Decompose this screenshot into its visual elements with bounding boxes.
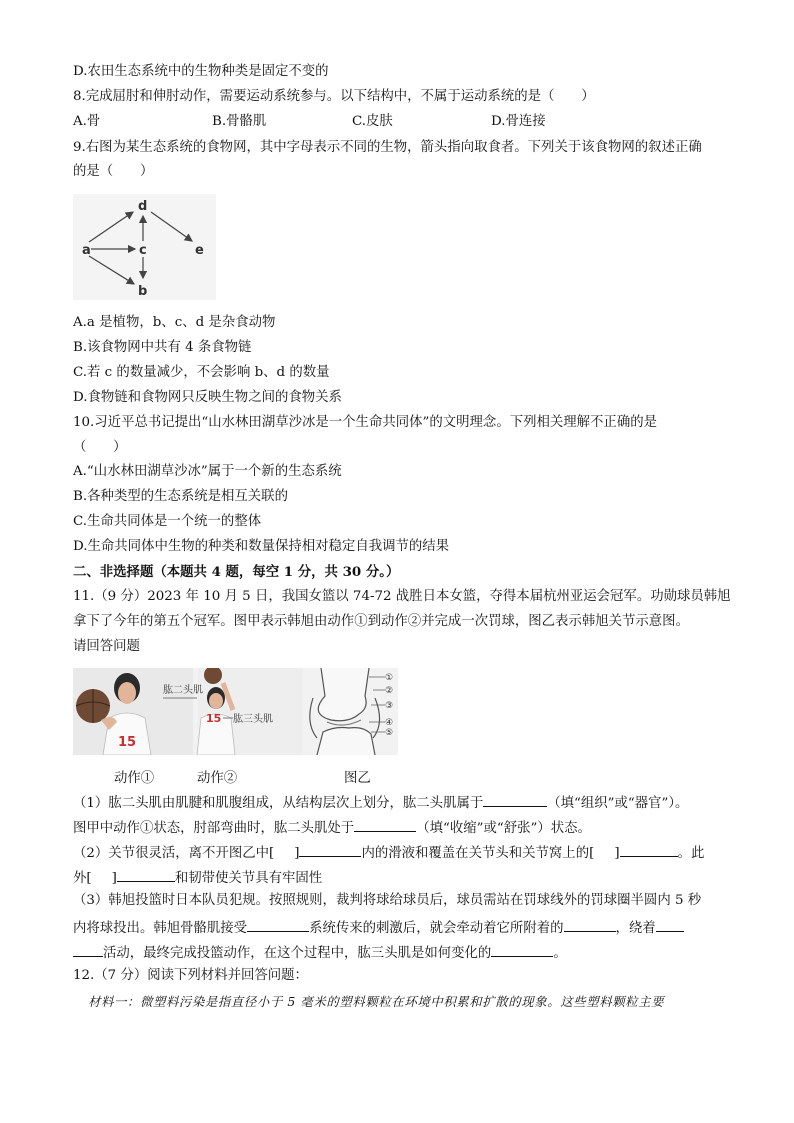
q11-part2-line1: （2）关节很灵活，离不开图乙中[ ] 内的滑液和覆盖在关节头和关节窝上的[ ] 。此 bbox=[73, 842, 704, 863]
player1-face bbox=[118, 682, 136, 704]
answer-blank-7[interactable] bbox=[564, 917, 616, 932]
arrow-d-to-e bbox=[151, 212, 192, 241]
q9-option-d: D.食物链和食物网只反映生物之间的食物关系 bbox=[73, 390, 342, 405]
joint-label-5: ⑤ bbox=[385, 728, 394, 738]
answer-blank-8a[interactable] bbox=[656, 917, 684, 932]
joint-label-4: ④ bbox=[385, 718, 394, 728]
caption-action-1: 动作① bbox=[114, 771, 155, 786]
joint-label-3: ③ bbox=[385, 701, 394, 711]
joint-label-2: ② bbox=[385, 686, 394, 696]
q9-option-c: C.若 c 的数量减少，不会影响 b、d 的数量 bbox=[73, 365, 330, 380]
food-web-svg bbox=[73, 194, 216, 300]
answer-blank-5[interactable] bbox=[117, 867, 175, 882]
q9-option-b: B.该食物网中共有 4 条食物链 bbox=[73, 340, 252, 355]
q11-part3-line2: 内将球投出。韩旭骨骼肌接受 系统传来的刺激后，就会牵动着它所附着的 ，绕着 bbox=[73, 917, 684, 938]
q11-part3-line1: （3）韩旭投篮时日本队员犯规。按照规则，裁判将球给球员后，球员需站在罚球线外的罚球圈半圆内 5 秒 bbox=[73, 893, 702, 908]
q9-option-a: A.a 是植物，b、c、d 是杂食动物 bbox=[73, 315, 276, 330]
q12-material-1: 材料一：微塑料污染是指直径小于 5 毫米的塑料颗粒在环境中积累和扩散的现象。这些塑料颗粒主要 bbox=[88, 994, 665, 1009]
caption-figure-b: 图乙 bbox=[344, 771, 371, 786]
q11-part1-line2: 图甲中动作①状态，肘部弯曲时，肱二头肌处于 （填“收缩”或“舒张”）状态。 bbox=[73, 817, 591, 838]
joint-label-1: ① bbox=[385, 673, 394, 683]
q11-part2-line2: 外[ ] 和韧带使关节具有牢固性 bbox=[73, 867, 322, 888]
q10-stem-line1: 10.习近平总书记提出“山水林田湖草沙冰是一个生命共同体”的文明理念。下列相关理解不正确的是 bbox=[73, 415, 657, 430]
node-c: c bbox=[139, 243, 147, 258]
player1-number: 15 bbox=[118, 735, 137, 750]
caption-action-2: 动作② bbox=[197, 771, 238, 786]
answer-blank-9[interactable] bbox=[491, 942, 553, 957]
node-e: e bbox=[195, 243, 204, 258]
basketball-figure bbox=[73, 668, 398, 755]
q8-option-d: D.骨连接 bbox=[491, 114, 546, 129]
q8-stem: 8.完成屈肘和伸肘动作，需要运动系统参与。以下结构中，不属于运动系统的是（ ） bbox=[73, 89, 595, 104]
section-2-title: 二、非选择题（本题共 4 题，每空 1 分，共 30 分。） bbox=[73, 564, 400, 580]
basketball-figure-svg bbox=[73, 668, 398, 755]
q11-stem-line1: 11.（9 分）2023 年 10 月 5 日，我国女篮以 74-72 战胜日本女篮，夺得本届杭州亚运会冠军。功勋球员韩旭 bbox=[73, 589, 731, 604]
node-b: b bbox=[138, 284, 148, 299]
node-a: a bbox=[82, 243, 91, 258]
q8-option-c: C.皮肤 bbox=[352, 114, 393, 129]
q11-part1-line1: （1）肱二头肌由肌腱和肌腹组成，从结构层次上划分，肱二头肌属于 （填“组织”或“器官”）。 bbox=[73, 792, 688, 813]
joint-diagram bbox=[310, 668, 393, 755]
arrow-a-to-d bbox=[89, 212, 133, 242]
q9-stem-line2: 的是（ ） bbox=[73, 164, 154, 179]
q9-stem-line1: 9.右图为某生态系统的食物网，其中字母表示不同的生物，箭头指向取食者。下列关于该食物网的叙述正确 bbox=[73, 140, 702, 155]
food-web-diagram bbox=[73, 194, 216, 300]
label-triceps: 肱三头肌 bbox=[233, 714, 273, 725]
label-biceps: 肱二头肌 bbox=[163, 685, 203, 696]
q8-option-a: A.骨 bbox=[73, 114, 101, 129]
q10-stem-line2: （ ） bbox=[73, 440, 127, 455]
arrow-a-to-b bbox=[89, 256, 134, 284]
q11-stem-line3: 请回答问题 bbox=[73, 639, 140, 654]
answer-blank-6[interactable] bbox=[247, 917, 309, 932]
node-d: d bbox=[138, 199, 148, 214]
q10-option-c: C.生命共同体是一个统一的整体 bbox=[73, 514, 262, 529]
answer-blank-3[interactable] bbox=[299, 842, 361, 857]
answer-blank-1[interactable] bbox=[483, 792, 547, 807]
q10-option-b: B.各种类型的生态系统是相互关联的 bbox=[73, 489, 288, 504]
q10-option-a: A.“山水林田湖草沙冰”属于一个新的生态系统 bbox=[73, 464, 342, 479]
q8-option-b: B.骨骼肌 bbox=[212, 114, 267, 129]
answer-blank-8b[interactable] bbox=[73, 942, 103, 957]
q11-part3-line3: 活动，最终完成投篮动作，在这个过程中，肱三头肌是如何变化的 。 bbox=[73, 942, 567, 963]
q12-stem: 12.（7 分）阅读下列材料并回答问题： bbox=[73, 968, 308, 983]
q7-option-d: D.农田生态系统中的生物种类是固定不变的 bbox=[73, 64, 329, 79]
player2-number: 15 bbox=[206, 712, 222, 725]
q10-option-d: D.生命共同体中生物的种类和数量保持相对稳定自我调节的结果 bbox=[73, 539, 450, 554]
answer-blank-2[interactable] bbox=[354, 817, 416, 832]
answer-blank-4[interactable] bbox=[620, 842, 678, 857]
q11-stem-line2: 拿下了今年的第五个冠军。图甲表示韩旭由动作①到动作②并完成一次罚球，图乙表示韩旭关节示意图。 bbox=[73, 614, 689, 629]
q8-options bbox=[73, 113, 723, 131]
